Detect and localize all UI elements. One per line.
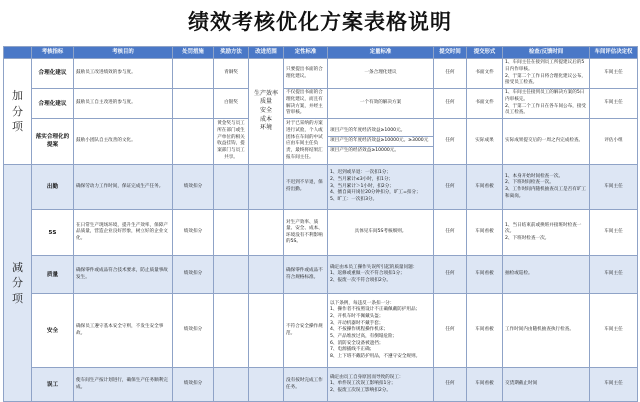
submit-time-cell: 任何 [434, 59, 467, 89]
reward-cell: 黄金奖与员工所在部门或生产单位的相关收益挂钩，提案部门与员工共享。 [214, 119, 249, 165]
table-row [4, 89, 638, 119]
quantitative-cell [328, 294, 434, 368]
quantitative-line: 1、返修或重做一次不符合项扣1分； [330, 271, 405, 277]
quantitative-line: 一个有效的解决方案 [359, 100, 402, 106]
purpose-cell: 确保零件或成品符合技术要求，防止质量事故发生。 [74, 256, 173, 294]
table-row [4, 119, 638, 165]
penalty-cell: 绩效扣分 [173, 164, 214, 210]
header-cell: 考核目的 [74, 47, 173, 59]
quantitative-line: 1、迟到或早退：一次扣1分； [330, 170, 391, 176]
submit-form-cell: 车间看板 [467, 294, 503, 368]
scope-cell [249, 164, 284, 210]
quantitative-line: 确定由员工自身原因而导致的误工： [330, 374, 404, 380]
submit-time-cell: 任何 [434, 164, 467, 210]
quantitative-cell [328, 119, 434, 165]
header-cell: 车间评估决定权 [590, 47, 638, 59]
quantitative-line: 3、当月累计＞1小时，扣2分； [330, 183, 394, 189]
qualitative-cell: 确保零件或成品不符合规格标准。 [284, 256, 328, 294]
qualitative-cell: 只要提出书面的合理化建议。 [284, 59, 328, 89]
quantitative-cell [328, 59, 434, 89]
header-cell: 处罚措施 [173, 47, 214, 59]
penalty-cell: 绩效扣分 [173, 368, 214, 402]
table-row [4, 294, 638, 368]
table-row [4, 210, 638, 256]
header-cell: 考核指标 [32, 47, 74, 59]
purpose-cell: 鼓励员工改进绩效的参与度。 [74, 59, 173, 89]
feedback-cell: 1、车间主任在接到员工所提建议后的5日内作审核。 2、于第二个工作日将合理化建议公布，接受员工检查。 [503, 59, 590, 89]
header-cell: 改进范围 [249, 47, 284, 59]
quantitative-line: 2、当月累计≤3小时，扣1分； [330, 177, 394, 183]
reward-cell [214, 368, 249, 402]
item-cell: 质量 [32, 256, 74, 294]
submit-time-cell: 任何 [434, 256, 467, 294]
feedback-cell: 工作时间内由随机抽查执行检查。 [503, 294, 590, 368]
item-cell: 安全 [32, 294, 74, 368]
qualitative-cell: 对生产效率、质量、安全、成本、环境没有不利影响的5S。 [284, 210, 328, 256]
penalty-cell: 绩效扣分 [173, 294, 214, 368]
qualitative-cell: 不迟到不早退，保持出勤。 [284, 164, 328, 210]
penalty-cell [173, 119, 214, 165]
quantitative-cell [328, 164, 434, 210]
scope-cell [249, 256, 284, 294]
authority-cell: 车间主任 [590, 89, 638, 119]
reward-cell [214, 164, 249, 210]
purpose-cell: 使车间生产按计划进行，确保生产任务顺利完成。 [74, 368, 173, 402]
table-row [4, 256, 638, 294]
submit-time-cell: 任何 [434, 119, 467, 165]
item-cell: 落实合理化的提案 [32, 119, 74, 165]
authority-cell: 车间主任 [590, 368, 638, 402]
quantitative-line: 4、不按操作规程操作机床； [330, 327, 389, 333]
feedback-cell: 1、车间主任接到员工的解决方案的5日内审核完。 2、于第二个工作日在各车间公布，接受员工检查。 [503, 89, 590, 119]
reward-cell [214, 294, 249, 368]
penalty-cell: 绩效扣分 [173, 256, 214, 294]
purpose-cell: 确保劳动力工作时间，保证完成生产任务。 [74, 164, 173, 210]
purpose-cell: 鼓励员工自主改进的参与度。 [74, 89, 173, 119]
authority-cell: 车间主任 [590, 59, 638, 89]
group-label-bonus: 加 分 项 [4, 59, 32, 165]
quantitative-line: 8、上下班不戴防护用品，不遵守安全规则。 [330, 354, 421, 360]
quantitative-line: 4、擅自离开岗位20分钟扣分，旷工=扣分； [330, 190, 421, 196]
quantitative-line: 确定由本员工操作失误所引起的质量问题： [330, 264, 418, 270]
quantitative-cell [328, 89, 434, 119]
purpose-cell: 确保员工遵守基本安全守则，不发生安全事故。 [74, 294, 173, 368]
quantitative-line: 5、产品堆放过高，有倒塌危险； [330, 334, 398, 340]
submit-time-cell: 任何 [434, 89, 467, 119]
header-cell: 定量标准 [328, 47, 434, 59]
quantitative-line: 2、开机车时不佩戴头盔； [330, 314, 384, 320]
quantitative-line: 项目产生的年度经济效益≥1000元。 [330, 128, 406, 134]
feedback-cell: 交货期截止时间 [503, 368, 590, 402]
purpose-cell: 在日常生产现场环境，提升生产效率，保障产品质量，营造企业良好形象，树立好的企业文化。 [74, 210, 173, 256]
quantitative-line: 1、操作者不按照设计不正确佩戴防护用品； [330, 307, 421, 313]
quantitative-line: 1、单件误工次误工影响扣1分； [330, 381, 396, 387]
quantitative-cell [328, 256, 434, 294]
scope-cell [249, 210, 284, 256]
feedback-cell: 1、当日结束前或换班并接班时检查一次。 2、下班时检查一次。 [503, 210, 590, 256]
submit-time-cell: 任何 [434, 210, 467, 256]
quantitative-line: 项目产生的经济效益≥10000元。 [328, 146, 433, 156]
page-title: 绩效考核优化方案表格说明 [188, 9, 452, 34]
submit-form-cell: 车间看板 [467, 210, 503, 256]
authority-cell: 车间主任 [590, 294, 638, 368]
header-cell: 奖励方法 [214, 47, 249, 59]
reward-cell [214, 256, 249, 294]
feedback-cell: 1、本身开始时间检查一次。 2、下班时间检查一次。 3、工作时间内随机抽查员工是否有旷工和离岗。 [503, 164, 590, 210]
item-cell: 5S [32, 210, 74, 256]
quantitative-line: 一条合理化建议 [364, 70, 397, 76]
submit-form-cell: 书面文件 [467, 59, 503, 89]
qualitative-cell: 不符合安全操作规范。 [284, 294, 328, 368]
quantitative-cell [328, 210, 434, 256]
item-cell: 合理化建议 [32, 59, 74, 89]
quantitative-line: 具体见车间5S考核细则。 [354, 229, 407, 235]
penalty-cell: 绩效扣分 [173, 210, 214, 256]
group-label-penalty: 减 分 项 [4, 164, 32, 401]
submit-form-cell: 实际成果 [467, 119, 503, 165]
qualitative-cell: 对于已采纳的方案进行试验，个人或团体在车间的中试应由车间主任负责，最终将结果汇报车间主任。 [284, 119, 328, 165]
item-cell: 出勤 [32, 164, 74, 210]
submit-form-cell: 车间看板 [467, 368, 503, 402]
purpose-cell: 鼓励小团队自主改善的文化。 [74, 119, 173, 165]
feedback-cell: 抽检或巡检。 [503, 256, 590, 294]
quantitative-line: 以下条例，每违反一条扣一分： [330, 300, 395, 306]
submit-form-cell: 书面文件 [467, 89, 503, 119]
quantitative-line: 2、报废工次误工影响扣2分。 [330, 387, 391, 393]
item-cell: 误工 [32, 368, 74, 402]
header-cell: 提交时间 [434, 47, 467, 59]
reward-cell: 白银奖 [214, 89, 249, 119]
qualitative-cell: 没有按时完成工作任务。 [284, 368, 328, 402]
authority-cell: 车间主任 [590, 210, 638, 256]
header-cell: 检查/反馈时间 [503, 47, 590, 59]
scope-cell [249, 368, 284, 402]
authority-cell: 车间主任 [590, 256, 638, 294]
reward-cell [214, 210, 249, 256]
table-row [4, 164, 638, 210]
item-cell: 合理化建议 [32, 89, 74, 119]
feedback-cell: 实际成果提交后的一周之内完成检查。 [503, 119, 590, 165]
quantitative-line: 5、旷工：一次扣3分。 [330, 197, 378, 203]
header-cell: 提交形式 [467, 47, 503, 59]
authority-cell: 车间主任 [590, 164, 638, 210]
authority-cell: 评估小组 [590, 119, 638, 165]
submit-time-cell: 任何 [434, 368, 467, 402]
reward-cell: 青铜奖 [214, 59, 249, 89]
penalty-cell [173, 89, 214, 119]
header-cell: 定性标准 [284, 47, 328, 59]
submit-form-cell: 车间看板 [467, 256, 503, 294]
quantitative-line: 项目产生的年度经济效益≥10000元。≥3000元 [328, 136, 433, 146]
quantitative-line: 3、开动机器时不戴手套； [330, 320, 384, 326]
header-group [4, 47, 32, 59]
header-row [4, 47, 638, 59]
scope-cell [249, 294, 284, 368]
quantitative-line: 7、电源插线不正确； [330, 347, 375, 353]
evaluation-table [3, 46, 638, 402]
quantitative-line: 6、消防安全设备被遮挡； [330, 340, 384, 346]
submit-time-cell: 任何 [434, 294, 467, 368]
quantitative-cell [328, 368, 434, 402]
table-row [4, 368, 638, 402]
penalty-cell [173, 59, 214, 89]
quantitative-line: 2、报废一次不符合项扣2分。 [330, 278, 391, 284]
table-row [4, 59, 638, 89]
scope-cell: 生产效率 质量 安全 成本 环境 [249, 59, 284, 165]
submit-form-cell: 车间看板 [467, 164, 503, 210]
qualitative-cell: 不仅提出书面的合理化建议，而且有解决方案，并经主管审核。 [284, 89, 328, 119]
